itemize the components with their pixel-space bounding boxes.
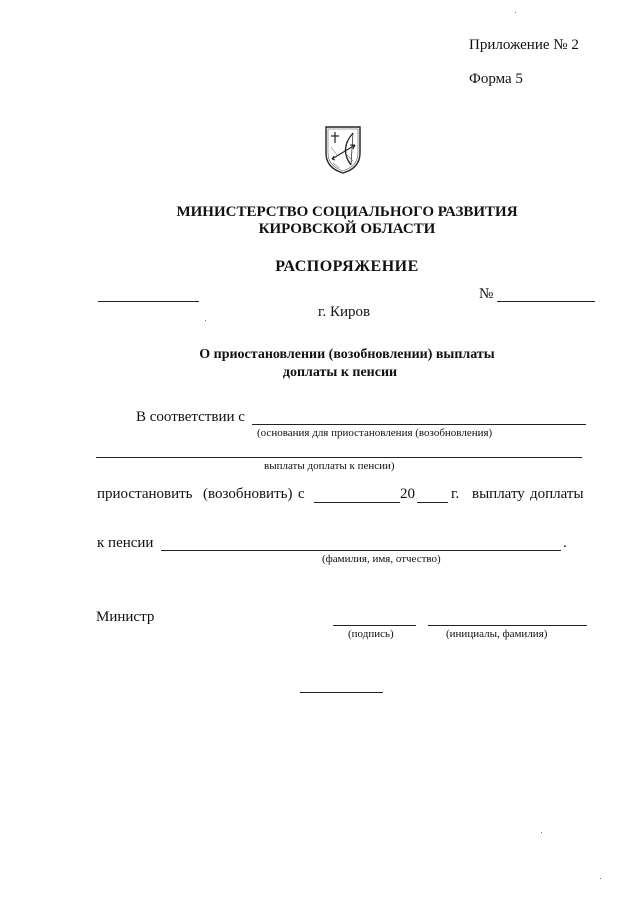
minister-title: Министр bbox=[96, 609, 155, 625]
signature-line bbox=[333, 625, 416, 626]
date-field-line bbox=[98, 301, 199, 302]
name-field-period: . bbox=[563, 535, 567, 551]
form-label: Форма 5 bbox=[469, 71, 523, 87]
year-prefix: 20 bbox=[400, 486, 415, 502]
number-label: № bbox=[479, 286, 494, 302]
suspend-word-2: (возобновить) bbox=[203, 486, 293, 502]
to-pension-label: к пенсии bbox=[97, 535, 154, 551]
ministry-title-line1: МИНИСТЕРСТВО СОЦИАЛЬНОГО РАЗВИТИЯ bbox=[176, 204, 518, 220]
basis-hint-1: (основания для приостановления (возобновления) bbox=[257, 427, 493, 439]
scan-speck bbox=[541, 832, 542, 833]
city-label: г. Киров bbox=[318, 304, 371, 320]
initials-line bbox=[428, 625, 587, 626]
scan-speck bbox=[205, 320, 206, 321]
year-suffix-line bbox=[417, 502, 448, 503]
ministry-title-line2: КИРОВСКОЙ ОБЛАСТИ bbox=[258, 221, 436, 237]
name-field-line bbox=[161, 550, 561, 551]
basis-field-line-1 bbox=[252, 424, 586, 425]
basis-field-line-2 bbox=[96, 457, 582, 458]
subject-line1: О приостановлении (возобновлении) выплаты bbox=[199, 347, 495, 362]
name-hint: (фамилия, имя, отчество) bbox=[322, 553, 441, 565]
scan-speck bbox=[600, 878, 601, 879]
suspend-word-3: с bbox=[298, 486, 305, 502]
suspend-word-5: доплаты bbox=[530, 486, 584, 502]
scan-speck bbox=[515, 12, 516, 13]
kirov-oblast-coat-of-arms-icon bbox=[323, 125, 363, 175]
in-accordance-label: В соответствии с bbox=[136, 409, 245, 425]
number-field-line bbox=[497, 301, 595, 302]
suspend-word-1: приостановить bbox=[97, 486, 193, 502]
appendix-label: Приложение № 2 bbox=[469, 37, 579, 53]
date-day-month-line bbox=[314, 502, 400, 503]
document-type: РАСПОРЯЖЕНИЕ bbox=[275, 258, 419, 275]
suspend-word-4: выплату bbox=[472, 486, 525, 502]
year-suffix-label: г. bbox=[451, 486, 460, 502]
initials-hint: (инициалы, фамилия) bbox=[446, 628, 548, 640]
basis-hint-2: выплаты доплаты к пенсии) bbox=[264, 460, 395, 472]
closing-rule bbox=[300, 692, 383, 693]
signature-hint: (подпись) bbox=[348, 628, 394, 640]
subject-line2: доплаты к пенсии bbox=[282, 365, 398, 380]
